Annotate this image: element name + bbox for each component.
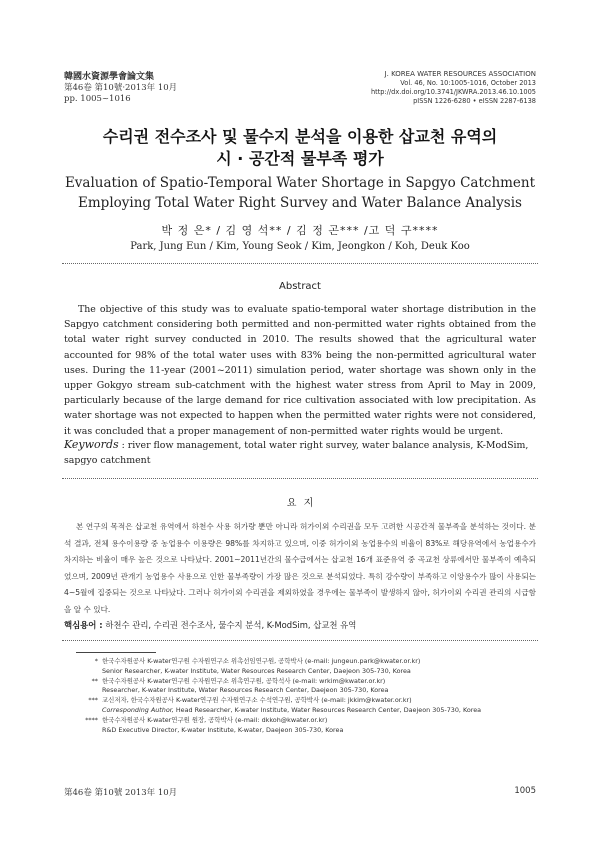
divider-bottom (62, 640, 538, 641)
keywords-en (64, 437, 536, 468)
page-number: 1005 (514, 786, 536, 796)
footnote-4: **** 한국수자원공사 K-water연구원 원장, 공학박사 (e-mail: dkkoh@kwater.or.kr) (85, 715, 328, 724)
footnote-2: ** 한국수자원공사 K-water연구원 수자원연구소 위촉연구원, 공학석사 (e-mail: wrkim@kwater.or.kr) (91, 676, 386, 685)
keywords-ko-label: 핵심용어 : (64, 620, 103, 630)
journal-issue-en: Vol. 46, No. 10:1005-1016, October 2013 (400, 79, 536, 87)
journal-header-right (371, 70, 536, 106)
journal-issue-ko: 第46卷 第10號·2013年 10月 (64, 83, 178, 93)
footnote-3: *** 교신저자, 한국수자원공사 K-water연구원 수자원연구소 수석연구원, 공학박사 (e-mail: jkkim@kwater.or.kr) (88, 696, 412, 705)
footnote-rule (76, 652, 156, 653)
title-en-line2: Employing Total Water Right Survey and Water Balance Analysis (78, 195, 522, 211)
divider-middle (62, 478, 538, 479)
abstract-body: The objective of this study was to evaluate spatio-temporal water shortage distribution in the Sapgyo catchment considering both permitted and non-permitted water rights obtained from the total water right survey conducted in 2010. The results showed that the agricultural water accounted for 98% of the total water uses with 83% being the non-permitted agricultural water uses. During the 11-year (2001~2011) simulation period, water shortage was shown only in the upper Gokgyo stream sub-catchment with the highest water stress from April to May in 2009, particularly because of the large demand for rice cultivation associated with low precipitation. As water shortage was not expected to happen when the permitted water rights were not considered, it was concluded that a proper management of non-permitted water rights would be urgent. (64, 304, 536, 437)
title-english (0, 173, 600, 213)
keywords-list: : river flow management, total water right survey, water balance analysis, K-ModSim, sapgyo catchment (64, 440, 529, 467)
footnote-1: * 한국수자원공사 K-water연구원 수자원연구소 위촉선임연구원, 공학박사 (e-mail: jungeun.park@kwater.or.kr) (94, 657, 421, 665)
journal-name-en: J. KOREA WATER RESOURCES ASSOCIATION (384, 70, 536, 78)
keywords-ko (64, 619, 356, 631)
title-ko-line2: 시 · 공간적 물부족 평가 (216, 149, 384, 168)
footnote-1-en: Senior Researcher, K-water Institute, Water Resources Research Center, Daejeon 305-730, Korea (102, 666, 411, 675)
footnote-2-en: Researcher, K-water Institute, Water Resources Research Center, Daejeon 305-730, Korea (102, 686, 389, 695)
yoji-body: 본 연구의 목적은 삽교천 유역에서 하천수 사용 허가량 뿐만 아니라 허가이외 수리권을 모두 고려한 시공간적 물부족을 분석하는 것이다. 분석 결과, 전체 용수이용량 중 농업용수 이용량은 98%를 차지하고 있으며, 이중 허가이외 농업용수의 비율이 83%로 해당유역에서 농업용수가 차지하는 비율이 매우 높은 것으로 나타났다. 2001~2011년간의 물수급에서는 삽교천 16개 표준유역 중 곡교천 상류에서만 물부족이 예측되었으며, 2009년 관개기 농업용수 사용으로 인한 물부족량이 가장 많은 것으로 분석되었다. 특히 강수량이 부족하고 이앙용수가 많이 사용되는 4~5월에 집중되는 것으로 나타났다. 그러나 허가이외 수리권을 제외하였을 경우에는 물부족이 발생하지 않아, 허가이외 수리권 관리의 시급함을 알 수 있다. (64, 522, 536, 614)
journal-name-ko: 韓國水資源學會論文集 (64, 72, 155, 82)
journal-pages: pp. 1005~1016 (64, 94, 131, 104)
footnotes (76, 657, 546, 735)
divider-top (62, 263, 538, 264)
issn: pISSN 1226-6280 • eISSN 2287-6138 (413, 97, 536, 105)
authors-korean: 박 정 은* / 김 영 석** / 김 정 곤*** /고 덕 구**** (161, 224, 439, 237)
journal-header-left (64, 72, 177, 105)
footnote-3-en: Corresponding Author, Head Researcher, K-water Institute, Water Resources Research Center, Daejeon 305-730, Korea (102, 705, 482, 714)
keywords-ko-list: 하천수 관리, 수리권 전수조사, 물수지 분석, K-ModSim, 삽교천 유역 (105, 620, 357, 630)
doi-link[interactable]: http://dx.doi.org/10.3741/JKWRA.2013.46.10.1005 (370, 88, 536, 96)
footer-issue: 第46卷 第10號 2013年 10月 (64, 788, 178, 798)
title-korean (0, 126, 600, 170)
title-en-line1: Evaluation of Spatio-Temporal Water Shortage in Sapgyo Catchment (64, 175, 536, 191)
abstract-heading: Abstract (279, 281, 321, 292)
footnote-4-en: R&D Executive Director, K-water Institute, K-water, Daejeon 305-730, Korea (102, 725, 344, 734)
keywords-label: Keywords (64, 438, 119, 451)
authors-english: Park, Jung Eun / Kim, Young Seok / Kim, Jeongkon / Koh, Deuk Koo (130, 241, 470, 252)
yoji-heading: 요 지 (286, 498, 314, 509)
title-ko-line1: 수리권 전수조사 및 물수지 분석을 이용한 삽교천 유역의 (102, 127, 498, 146)
